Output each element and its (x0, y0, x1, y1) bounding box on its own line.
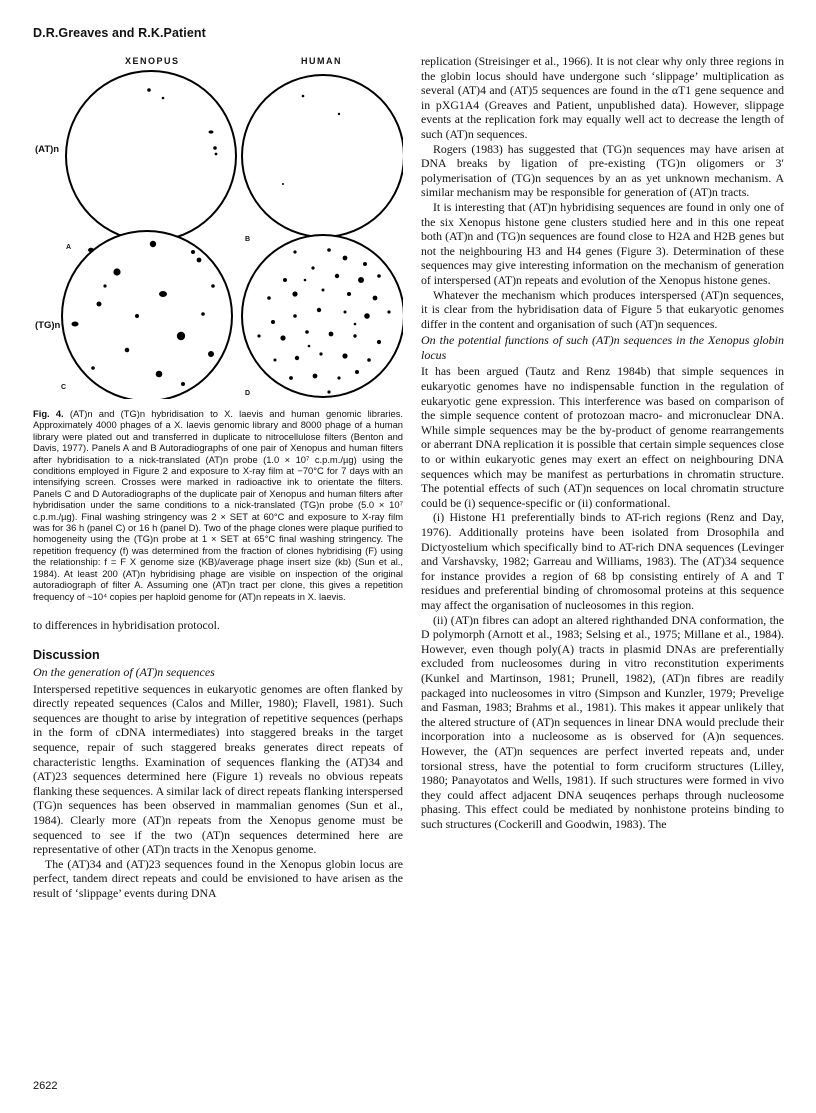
figure-4 (33, 54, 403, 399)
paragraph: Rogers (1983) has suggested that (TG)n sequences may have arisen at DNA breaks by ligation of pre-existing (TG)n oligomers or 3′ polymerisation of (TG)n sequences by an as yet unknown mechanism. A similar mechanism may be responsible for generation of (AT)n tracts. (421, 141, 784, 200)
left-column (33, 54, 403, 901)
caption-text: (AT)n and (TG)n hybridisation to X. laevis and human genomic libraries. Approximately 4000 phages of a X. laevis genomic library and 8000 phage of a human library were plated out and transferred in duplicate to nitrocellulose filters (Benton and Davis, 1977). Panels A and B Autoradiographs of one pair of Xenopus and human filters after hybridisation to a nick-translated (AT)n probe (1.0 × 10⁷ c.p.m./µg) using the conditions employed in Figure 2 and exposure to X-ray film at −70°C for 7 days with an intensifying screen. Crosses were marked in radioactive ink to orientate the filters. Panels C and D Autoradiographs of the duplicate pair of Xenopus and human filters after hybridisation under the same conditions to a nick-translated (TG)n probe (5.0 × 10⁷ c.p.m./µg). Final washing stringency was 2 × SET at 60°C and exposure to X-ray film was for 36 h (panel C) or 16 h (panel D). Two of the phage clones were plaque purified to homogeneity using the (TG)n probe at 1 × SET at 65°C final washing stringency. The repetition frequency (f) was determined from the fraction of clones hybridising (F) using the relationship: f = F X genome size (KB)/average phage insert size (kb) (Sun et al., 1984). At least 200 (AT)n hybridising phage are visible on inspection of the original autoradiograph of filter A. Assuming one (AT)n tract per clone, this gives a repetition frequency of ~10⁴ copies per haploid genome for (AT)n repeats in X. laevis. (33, 408, 403, 602)
panel-b-filter (241, 74, 403, 238)
left-body (33, 618, 403, 901)
autoradiograph-panels (33, 54, 403, 399)
panel-a-filter (65, 70, 237, 242)
subheading-generation: On the generation of (AT)n sequences (33, 665, 215, 680)
caption-figure-label: Fig. 4. (33, 408, 64, 419)
panel-letter-b: B (245, 236, 251, 243)
paragraph: (ii) (AT)n fibres can adopt an altered righthanded DNA conformation, the D polymorph (Arnott et al., 1983; Selsing et al., 1975; Millane et al., 1984). However, even though poly(A) tracts in plasmid DNAs are preferentially excluded from nucleosomes during in vitro reconstitution experiments (Kunkel and Martinson, 1981; Prunell, 1982), (AT)n fibres are readily packaged into nucleosomes in vitro (Simpson and Kunzler, 1979; Prevelige and Fasman, 1983; Brahms et al., 1981). This makes it appear unlikely that the altered structure of (AT)n sequences in linear DNA would preclude their incorporation into a nucleosome as is observed for (A)n sequences. However, the (AT)n sequences are perfect inverted repeats and, under torsional stress, have the potential to form cruciform structures (Lilley, 1980; Panayotatos and Wells, 1981). If such structures were formed in vivo they could affect adjacent DNA seuqences perhaps through nucleosome phasing. This effect could be mediated by nonhistone proteins binding to such structures (Cockerill and Goodwin, 1983). The (421, 612, 784, 831)
panel-letter-a: A (66, 244, 72, 251)
column-label-xenopus: XENOPUS (125, 56, 180, 66)
row-label-tg: (TG)n (35, 320, 61, 331)
paragraph: Interspersed repetitive sequences in eukaryotic genomes are often flanked by directly repeated sequences (Calos and Miller, 1980); Flavell, 1981). Such sequences are thought to arise by integration of repetitive sequences (perhaps in the form of cDNA intermediates) into staggered breaks in the target sequence, repair of such staggered breaks generates direct repeats of characteristic lengths. Examination of sequences flanking the (AT)34 and (AT)23 sequences determined here (Figure 1) reveals no obvious repeats flanking these sequences. A similar lack of direct repeats flanking interspersed (TG)n sequences has been observed in mammalian genomes (Sun et al., 1984). Clearly more (AT)n repeats from the Xenopus genome must be sequenced to see if the two (AT)n sequences determined here are representative of other (AT)n tracts in the Xenopus genome. (33, 681, 403, 857)
row-label-at: (AT)n (35, 144, 60, 155)
right-column (421, 54, 784, 831)
discussion-heading: Discussion (33, 647, 100, 662)
column-label-human: HUMAN (301, 56, 342, 66)
continuation-text: to differences in hybridisation protocol. (33, 617, 220, 632)
panel-c-filter (61, 230, 233, 399)
paragraph: The (AT)34 and (AT)23 sequences found in the Xenopus globin locus are perfect, tandem direct repeats and could be envisioned to have arisen as the result of ‘slippage’ events during DNA (33, 856, 403, 900)
paragraph: It is interesting that (AT)n hybridising sequences are found in only one of the six Xenopus histone gene clusters studied here and in this one repeat both (AT)n and (TG)n sequences are found close to H2A and H2B genes but not the neighbouring H3 and H4 genes (Figure 3). Determination of these sequences may give interesting information on the mechanism of generation of interspersed (AT)n repeats and evolution of the Xenopus histone genes. (421, 199, 784, 287)
paragraph: It has been argued (Tautz and Renz 1984b) that simple sequences in eukaryotic genomes have no indispensable function in the regulation of eukaryotic gene expression. This interference was based on comparison of the simple sequence content of protozoan macro- and micronuclear DNA. While simple sequences may be the by-product of genome rearrangements or aberrant DNA replication it is possible that certain simple sequences close to or within eukaryotic genes may exert an effect on neighbouring DNA sequences which may be manifest as perturbations in chromatin structure. The potential effects of such (AT)n sequences on local chromatin structure could be (i) sequence-specific or (ii) conformational. (421, 364, 784, 510)
paragraph: replication (Streisinger et al., 1966). It is not clear why only three regions in the globin locus should have undergone such ‘slippage’ multiplication as several (AT)4 and (AT)5 sequences are found in the αT1 gene sequence and in pXG1A4 (Greaves and Patient, unpublished data). However, slippage events at the replication fork may equally well act to decrease the length of such (AT)n sequences. (421, 54, 784, 141)
subheading-functions: On the potential functions of such (AT)n sequences in the Xenopus globin locus (421, 333, 784, 362)
panel-d-filter (241, 234, 403, 398)
paragraph: Whatever the mechanism which produces interspersed (AT)n sequences, it is clear from the hybridisation data of Figure 5 that eukaryotic genomes differ in the content and organisation of such (AT)n sequences. (421, 287, 784, 331)
running-head: D.R.Greaves and R.K.Patient (33, 26, 206, 40)
panel-letter-c: C (61, 384, 67, 391)
paragraph: (i) Histone H1 preferentially binds to AT-rich regions (Renz and Day, 1976). Additionally proteins have been isolated from Drosophila and Dictyostelium which specifically bind to AT-rich DNA sequences (Levinger and Varshavsky, 1982; Garreau and Williams, 1983). The (AT)34 sequence for instance provides a region of 68 bp consisting entirely of A and T residues and preferential binding of chromosomal proteins at this sequence may affect the organisation of nucleosomes in this region. (421, 510, 784, 612)
page-number: 2622 (33, 1080, 58, 1092)
panel-letter-d: D (245, 390, 251, 397)
figure-caption (33, 408, 403, 602)
